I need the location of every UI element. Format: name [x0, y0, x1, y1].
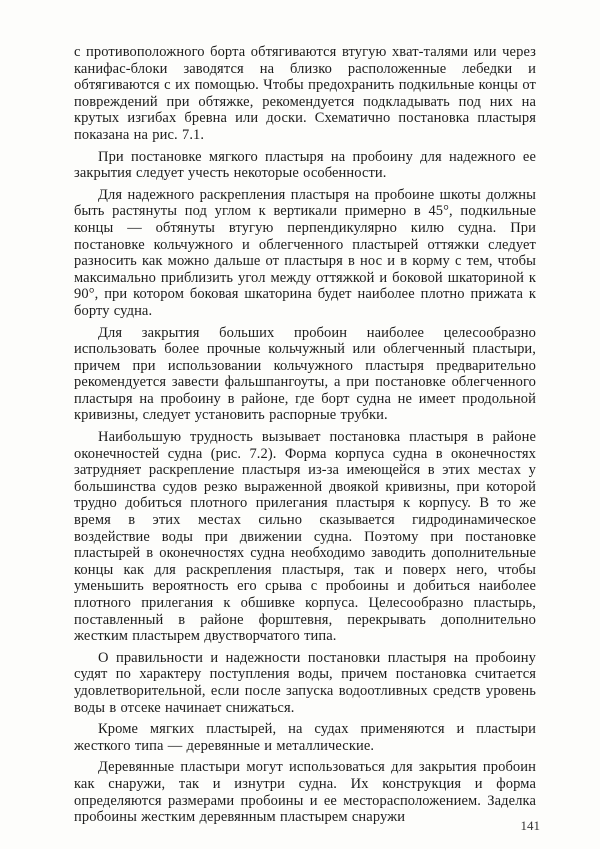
- body-text: [74, 44, 536, 831]
- paragraph: О правильности и надежности постановки пластыря на пробоину судят по характеру поступления воды, причем постановка считается удовлетворительной, если после запуска водоотливных средств уровень воды в отсеке начинает снижаться.: [74, 649, 536, 716]
- page-number: 141: [520, 818, 540, 833]
- paragraph: При постановке мягкого пластыря на пробоину для надежного ее закрытия следует учесть некоторые особенности.: [74, 148, 536, 182]
- paragraph: Для надежного раскрепления пластыря на пробоине шкоты должны быть растянуты под углом к вертикали примерно в 45°, подкильные концы — обтянуты втугую перпендикулярно килю судна. При постановке кольчужного и облегченного пластырей оттяжки следует разносить как можно дальше от пластыря в нос и в корму с тем, чтобы максимально приблизить угол между оттяжкой и боковой шкаториной к 90°, при котором боковая шкаторина будет наиболее плотно прижата к борту судна.: [74, 186, 536, 319]
- paragraph: Наибольшую трудность вызывает постановка пластыря в районе оконечностей судна (рис. 7.2). Форма корпуса судна в оконечностях затрудняет раскрепление пластыря из-за имеющейся в этих местах у большинства судов резко выраженной двоякой кривизны, при которой трудно добиться плотного прилегания пластыря к корпусу. В то же время в этих местах сильно сказывается гидродинамическое воздействие воды при движении судна. Поэтому при постановке пластырей в оконечностях судна необходимо заводить дополнительные концы как для раскрепления пластыря, так и поверх него, чтобы уменьшить вероятность его срыва с пробоины и добиться наиболее плотного прилегания к обшивке корпуса. Целесообразно пластырь, поставленный в районе форштевня, перекрывать дополнительно жестким пластырем двустворчатого типа.: [74, 429, 536, 645]
- paragraph-continuation: с противоположного борта обтягиваются втугую хват-талями или через канифас-блоки заводятся на близко расположенные лебедки и обтягиваются с их помощью. Чтобы предохранить подкильные концы от повреждений при обтяжке, рекомендуется подкладывать под них на крутых изгибах бревна или доски. Схематично постановка пластыря показана на рис. 7.1.: [74, 44, 536, 143]
- paragraph: Кроме мягких пластырей, на судах применяются и пластыри жесткого типа — деревянные и металлические.: [74, 721, 536, 754]
- paragraph: Для закрытия больших пробоин наиболее целесообразно использовать более прочные кольчужный или облегченный пластыри, причем при использовании кольчужного пластыря предварительно рекомендуется завести фальшпангоуты, а при постановке облегченного пластыря на пробоину в районе, где борт судна не имеет продольной кривизны, следует установить распорные трубки.: [74, 324, 536, 424]
- paragraph: Деревянные пластыри могут использоваться для закрытия пробоин как снаружи, так и изнутри судна. Их конструкция и форма определяются размерами пробоины и ее месторасположением. Заделка пробоины жестким деревянным пластырем снаружи: [74, 759, 536, 826]
